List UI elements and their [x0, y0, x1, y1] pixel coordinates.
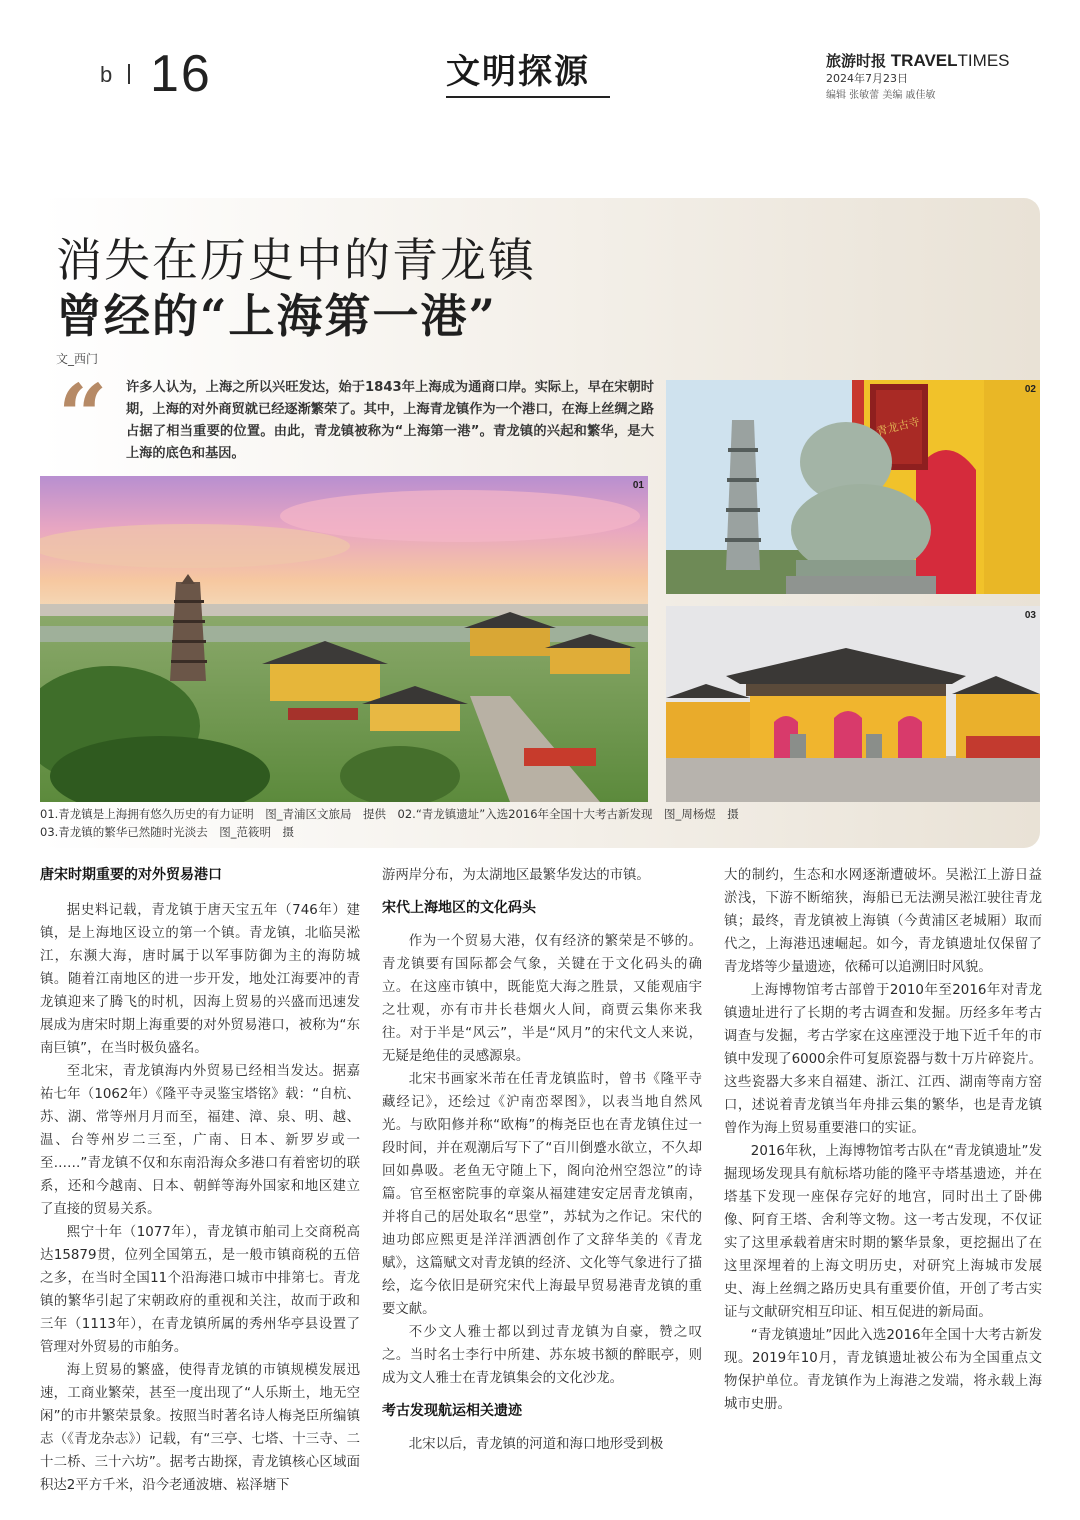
editor-credits: 编辑 张敏蕾 美编 戚佳敏	[826, 90, 936, 101]
temple-sign-text: 青龙古寺	[875, 414, 922, 439]
aerial-temple-illustration	[40, 476, 648, 802]
photo-03-number: 03	[1024, 610, 1036, 621]
paragraph: 至北宋，青龙镇海内外贸易已经相当发达。据嘉祐七年（1062年）《隆平寺灵鉴宝塔铭》载：“自杭、苏、湖、常等州月月而至，福建、漳、泉、明、越、温、台等州岁二三至，广南、日本、新罗岁或一至……”青龙镇不仅和东南沿海众多港口有着密切的联系，还和今越南、日本、朝鲜等海外国家和地区建立了直接的贸易关系。	[40, 1064, 360, 1217]
issue-date: 2024年7月23日	[826, 72, 908, 85]
paragraph: “青龙镇遗址”因此入选2016年全国十大考古新发现。2019年10月，青龙镇遗址被公布为全国重点文物保护单位。青龙镇作为上海港之发端，将永载上海城市史册。	[724, 1328, 1042, 1412]
paragraph: 2016年秋，上海博物馆考古队在“青龙镇遗址”发掘现场发现具有航标塔功能的隆平寺塔基遗迹，并在塔基下发现一座保存完好的地宫，同时出土了卧佛像、阿育王塔、舍利等文物。这一考古发现，不仅证实了这里承载着唐宋时期的繁华景象，更挖掘出了在这里深埋着的上海文明历史，对研究上海城市发展史、海上丝绸之路历史具有重要价值，开创了考古实证与文献研究相互印证、相互促进的新局面。	[724, 1144, 1042, 1320]
subheading-cultural-dock: 宋代上海地区的文化码头	[382, 900, 536, 916]
lion-pagoda-illustration	[666, 380, 1040, 594]
paragraph: 北宋书画家米芾在任青龙镇监时，曾书《隆平寺藏经记》，还绘过《沪南峦翠图》，以表当地自然风光。与欧阳修并称“欧梅”的梅尧臣也在青龙镇住过一段时间，并在观潮后写下了“百川倒蹙水欲立，不久却回如鼻吸。老鱼无守随上下，阁向沧州空怨泣”的诗篇。官至枢密院事的章粢从福建建安定居青龙镇南，并将自己的居处取名“思堂”，苏轼为之作记。宋代的迪功郎应熙更是洋洋洒洒创作了文辞华美的《青龙赋》，这篇赋文对青龙镇的经济、文化等气象进行了描绘，迄今依旧是研究宋代上海最早贸易港青龙镇的重要文献。	[382, 1072, 702, 1317]
subheading-tang-song-port: 唐宋时期重要的对外贸易港口	[40, 867, 222, 883]
photo-02-number: 02	[1024, 384, 1036, 395]
section-underline	[446, 96, 610, 98]
paragraph: 海上贸易的繁盛，使得青龙镇的市镇规模发展迅速，工商业繁荣，甚至一度出现了“人乐斯土，地无空闲”的市井繁荣景象。按照当时著名诗人梅尧臣所编镇志（《青龙杂志》）记载，有“三亭、七塔、十三寺、二十二桥、三十六坊”。据考古勘探，青龙镇核心区域面积达2平方千米，沿今老通波塘、崧泽塘下	[40, 1363, 360, 1493]
newspaper-name	[826, 50, 1010, 71]
masthead-divider	[128, 64, 130, 84]
paragraph-continued: 游两岸分布，为太湖地区最繁华发达的市镇。	[382, 868, 650, 883]
section-title: 文明探源	[446, 52, 590, 92]
newspaper-name-en-bold: TRAVEL	[890, 51, 958, 70]
page-letter: b	[100, 62, 113, 87]
paragraph: 据史料记载，青龙镇于唐天宝五年（746年）建镇，是上海地区设立的第一个镇。青龙镇，北临吴淞江，东濒大海，唐时属于以军事防御为主的海防城镇。随着江南地区的进一步开发，地处江海要冲的青龙镇迎来了腾飞的时机，因海上贸易的兴盛而迅速发展成为唐宋时期上海重要的对外贸易港口，被称为“东南巨镇”，在当时极负盛名。	[40, 903, 360, 1056]
byline: 文_西门	[56, 352, 99, 366]
photo-03-temple-hall	[666, 606, 1040, 802]
subheading-archaeology: 考古发现航运相关遗迹	[382, 1403, 522, 1419]
photo-01-number: 01	[632, 480, 644, 491]
article-column-2	[382, 864, 702, 1456]
newspaper-name-en	[891, 51, 1010, 70]
lede-paragraph: 许多人认为，上海之所以兴旺发达，始于1843年上海成为通商口岸。实际上，早在宋朝时期，上海的对外商贸就已经逐渐繁荣了。其中，上海青龙镇作为一个港口，在海上丝绸之路占据了相当重要的位置。由此，青龙镇被称为“上海第一港”。青龙镇的兴起和繁华，是大上海的底色和基因。	[126, 380, 654, 461]
page-number: 16	[150, 45, 212, 103]
article-column-1	[40, 864, 360, 1497]
quote-mark-icon: “	[58, 366, 108, 467]
headline-line-1: 消失在历史中的青龙镇	[56, 233, 536, 287]
paragraph: 不少文人雅士都以到过青龙镇为自豪，赞之叹之。当时名士李行中所建、苏东坡书额的醉眠亭，则成为文人雅士在青龙镇集会的文化沙龙。	[382, 1325, 702, 1386]
paragraph: 北宋以后，青龙镇的河道和海口地形受到极	[408, 1437, 664, 1452]
photo-caption-line-1: 01.青龙镇是上海拥有悠久历史的有力证明 图_青浦区文旅局 提供 02.“青龙镇遗址”入选2016年全国十大考古新发现 图_周杨煜 摄	[40, 807, 739, 821]
photo-caption-line-2: 03.青龙镇的繁华已然随时光淡去 图_范筱明 摄	[40, 825, 295, 839]
paragraph-continued: 大的制约，生态和水网逐渐遭破坏。吴淞江上游日益淤浅，下游不断缩狭，海船已无法溯吴淞江驶往青龙镇；最终，青龙镇被上海镇（今黄浦区老城厢）取而代之，上海港迅速崛起。如今，青龙镇遗址仅保留了青龙塔等少量遗迹，依稀可以追溯旧时风貌。	[724, 868, 1042, 975]
newspaper-name-cn: 旅游时报	[826, 52, 887, 70]
photo-01-aerial-temple	[40, 476, 648, 802]
photo-02-lion-pagoda	[666, 380, 1040, 594]
headline-line-2: 曾经的“上海第一港”	[56, 289, 497, 343]
article-column-3	[724, 864, 1042, 1416]
paragraph: 熙宁十年（1077年），青龙镇市舶司上交商税高达15879贯，位列全国第五，是一般市镇商税的五倍之多，在当时全国11个沿海港口城市中排第七。青龙镇的繁华引起了宋朝政府的重视和关注，故而于政和三年（1113年），在青龙镇所属的秀州华亭县设置了管理对外贸易的市舶务。	[40, 1225, 360, 1355]
newspaper-name-en-light: TIMES	[957, 51, 1010, 70]
paragraph: 上海博物馆考古部曾于2010年至2016年对青龙镇遗址进行了长期的考古调查和发掘。历经多年考古调查与发掘，考古学家在这座湮没于地下近千年的市镇中发现了6000余件可复原瓷器与数十万片碎瓷片。这些瓷器大多来自福建、浙江、江西、湖南等南方窑口，述说着青龙镇当年舟排云集的繁华，也是青龙镇曾作为海上贸易重要港口的实证。	[724, 983, 1042, 1136]
temple-hall-illustration	[666, 606, 1040, 802]
paragraph: 作为一个贸易大港，仅有经济的繁荣是不够的。青龙镇要有国际都会气象，关键在于文化码头的确立。在这座市镇中，既能览大海之胜景，又能观庙宇之壮观，亦有市井长巷烟火人间，商贾云集你来我往。对于半是“风云”，半是“风月”的宋代文人来说，无疑是绝佳的灵感源泉。	[382, 934, 702, 1064]
